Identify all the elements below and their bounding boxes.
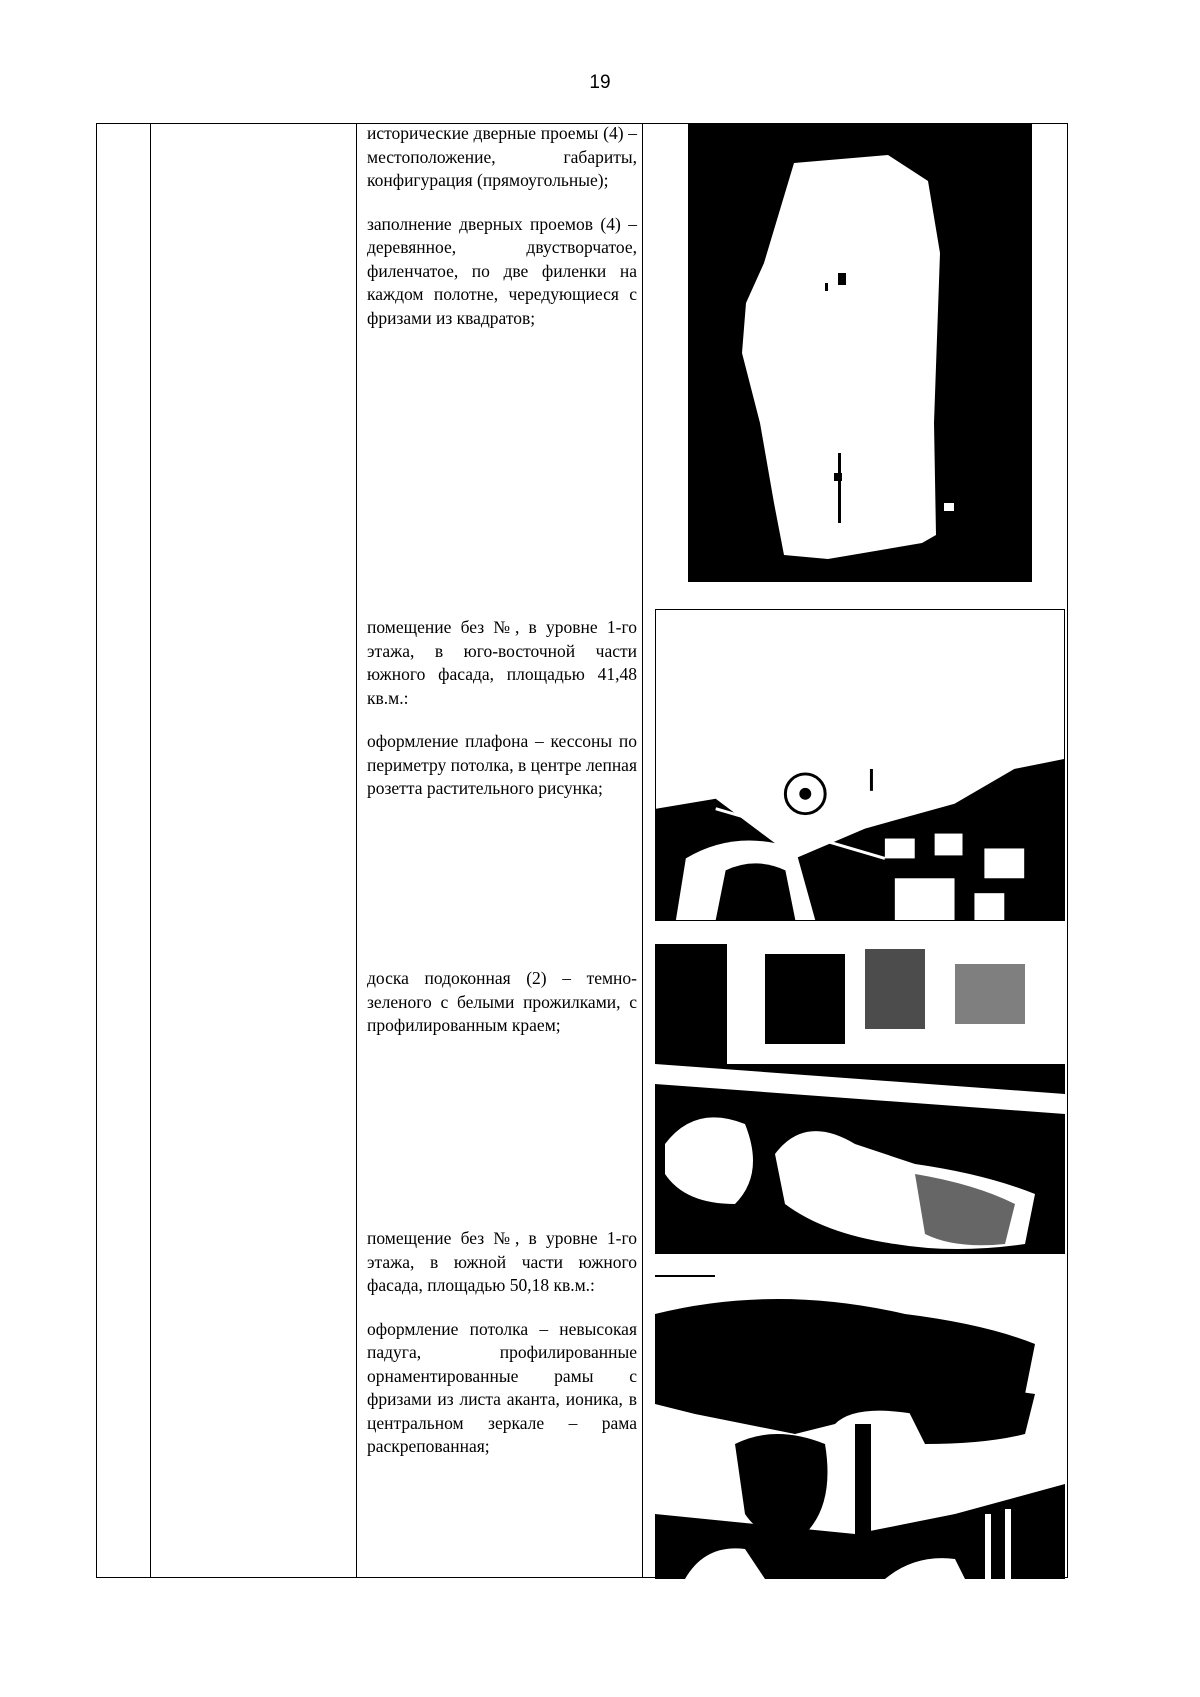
ceiling-frames-photo-icon — [655, 1274, 1065, 1579]
entry-paragraph: помещение без №, в уровне 1-го этажа, в южной части южного фасада, площадью 50,18 кв.м.: — [367, 1228, 637, 1295]
entry-paragraph: заполнение дверных проемов (4) – деревянное, двустворчатое, филенчатое, по две филенки на каждом полотне, чередующиеся с фризами из квадратов; — [367, 213, 637, 328]
door-photo-icon — [688, 123, 1032, 582]
column-divider — [150, 124, 151, 1577]
windowsill-photo-icon — [655, 944, 1065, 1254]
entry-paragraph: доска подоконная (2) – темно-зеленого с белыми прожилками, с профилированным краем; — [367, 968, 637, 1035]
document-table — [96, 123, 1068, 1578]
door-photo — [688, 123, 1032, 582]
entry-text — [367, 1227, 637, 1479]
entry-paragraph: оформление потолка – невысокая падуга, профилированные орнаментированные рамы с фризами из листа аканта, ионика, в центральном зеркале – рама раскрепованная; — [367, 1318, 637, 1456]
ceiling-rosette-photo-icon — [656, 610, 1064, 920]
windowsill-photo — [655, 944, 1065, 1254]
page-number: 19 — [589, 72, 611, 93]
entry-text — [367, 122, 637, 350]
entry-paragraph: оформление плафона – кессоны по периметру потолка, в центре лепная розетта растительного рисунка; — [367, 731, 637, 798]
ceiling-rosette-photo — [655, 609, 1065, 921]
column-divider — [642, 124, 643, 1577]
entry-paragraph: исторические дверные проемы (4) – местоположение, габариты, конфигурация (прямоугольные); — [367, 123, 637, 190]
entry-text — [367, 616, 637, 821]
entry-paragraph: помещение без №, в уровне 1-го этажа, в юго-восточной части южного фасада, площадью 41,48 кв.м.: — [367, 617, 637, 708]
entry-text — [367, 967, 637, 1058]
column-divider — [356, 124, 357, 1577]
ceiling-frames-photo — [655, 1274, 1065, 1579]
